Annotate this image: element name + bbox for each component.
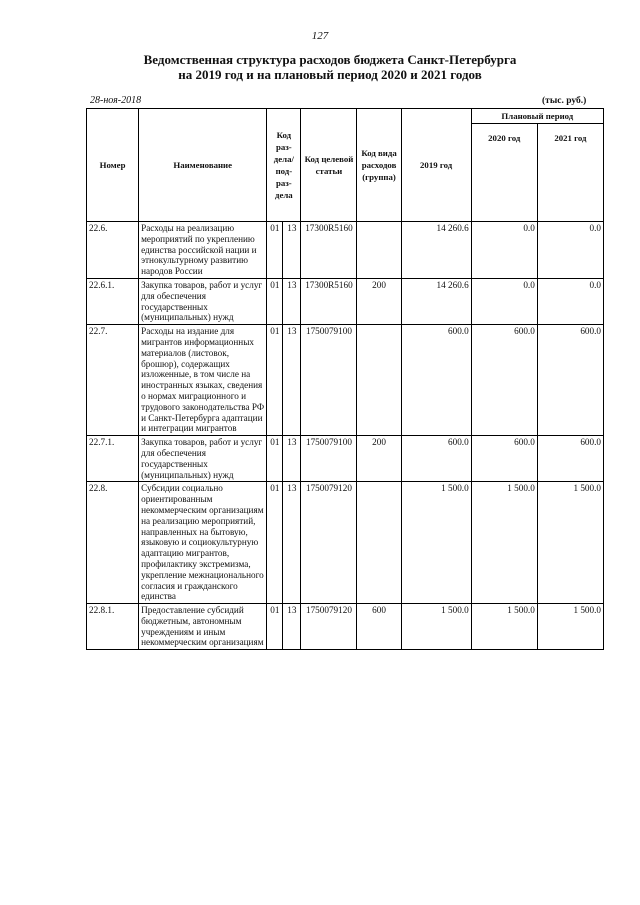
table-row [87,604,604,650]
row-amount-2021: 600.0 [537,325,603,436]
header-expense-type: Код вида расходов (группа) [357,109,401,222]
row-subsection: 13 [283,278,301,324]
row-subsection: 13 [283,325,301,436]
table-row [87,222,604,279]
row-expense-type [357,482,401,604]
row-name: Закупка товаров, работ и услуг для обеспечения государственных (муниципальных) нужд [139,436,267,482]
row-amount-2019: 600.0 [401,436,471,482]
row-subsection: 13 [283,604,301,650]
row-number: 22.6.1. [87,278,139,324]
document-title [120,52,540,82]
row-amount-2019: 600.0 [401,325,471,436]
title-line-1: Ведомственная структура расходов бюджета Санкт-Петербурга [143,52,517,67]
row-amount-2021: 600.0 [537,436,603,482]
row-name: Закупка товаров, работ и услуг для обеспечения государственных (муниципальных) нужд [139,278,267,324]
header-planning-period: Плановый период [471,109,603,124]
row-expense-type: 200 [357,278,401,324]
row-number: 22.8. [87,482,139,604]
row-amount-2019: 14 260.6 [401,222,471,279]
header-target: Код целевой статьи [301,109,357,222]
row-name: Субсидии социально ориентированным некоммерческим организациям на реализацию мероприятий, направленных на бытовую, языковую и социокультурную адаптацию мигрантов, профилактику экстремизма, укрепление межнационального согласия и гражданского единства [139,482,267,604]
row-expense-type [357,222,401,279]
row-expense-type [357,325,401,436]
row-section: 01 [267,436,283,482]
row-subsection: 13 [283,436,301,482]
header-2019: 2019 год [401,109,471,222]
row-subsection: 13 [283,222,301,279]
row-number: 22.8.1. [87,604,139,650]
row-section: 01 [267,325,283,436]
page-number: 127 [311,30,329,42]
budget-table-body [87,222,604,650]
title-line-2: на 2019 год и на плановый период 2020 и 2021 годов [178,67,482,82]
row-expense-type: 200 [357,436,401,482]
row-amount-2021: 1 500.0 [537,604,603,650]
row-amount-2020: 0.0 [471,278,537,324]
header-number: Номер [87,109,139,222]
row-number: 22.7. [87,325,139,436]
row-amount-2020: 600.0 [471,325,537,436]
row-number: 22.7.1. [87,436,139,482]
header-name: Наименование [139,109,267,222]
row-amount-2020: 1 500.0 [471,482,537,604]
row-amount-2019: 1 500.0 [401,482,471,604]
row-section: 01 [267,222,283,279]
header-2021: 2021 год [537,124,603,222]
row-name: Расходы на реализацию мероприятий по укреплению единства российской нации и этнокультурному развитию народов России [139,222,267,279]
row-amount-2021: 0.0 [537,278,603,324]
row-amount-2020: 1 500.0 [471,604,537,650]
row-target: 1750079120 [301,482,357,604]
row-target: 1750079100 [301,436,357,482]
row-amount-2020: 600.0 [471,436,537,482]
row-section: 01 [267,604,283,650]
units-label: (тыс. руб.) [542,96,587,106]
row-amount-2021: 1 500.0 [537,482,603,604]
row-name: Расходы на издание для мигрантов информационных материалов (листовок, брошюр), содержащих изложенные, в том числе на иностранных языках, сведения о нормах миграционного и трудового законодательства РФ и Санкт-Петербурга адаптации и интеграции мигрантов [139,325,267,436]
row-subsection: 13 [283,482,301,604]
budget-table [86,108,604,650]
table-row [87,482,604,604]
row-amount-2021: 0.0 [537,222,603,279]
header-2020: 2020 год [471,124,537,222]
table-row [87,325,604,436]
row-target: 17300R5160 [301,278,357,324]
row-expense-type: 600 [357,604,401,650]
table-row [87,436,604,482]
row-section: 01 [267,278,283,324]
row-target: 17300R5160 [301,222,357,279]
document-date: 28-ноя-2018 [90,95,142,106]
row-section: 01 [267,482,283,604]
header-row [87,109,604,124]
row-name: Предоставление субсидий бюджетным, автономным учреждениям и иным некоммерческим организациям [139,604,267,650]
row-target: 1750079100 [301,325,357,436]
header-section: Код раз-дела/ под-раз-дела [267,109,301,222]
table-row [87,278,604,324]
row-target: 1750079120 [301,604,357,650]
row-amount-2019: 1 500.0 [401,604,471,650]
row-amount-2019: 14 260.6 [401,278,471,324]
row-amount-2020: 0.0 [471,222,537,279]
row-number: 22.6. [87,222,139,279]
